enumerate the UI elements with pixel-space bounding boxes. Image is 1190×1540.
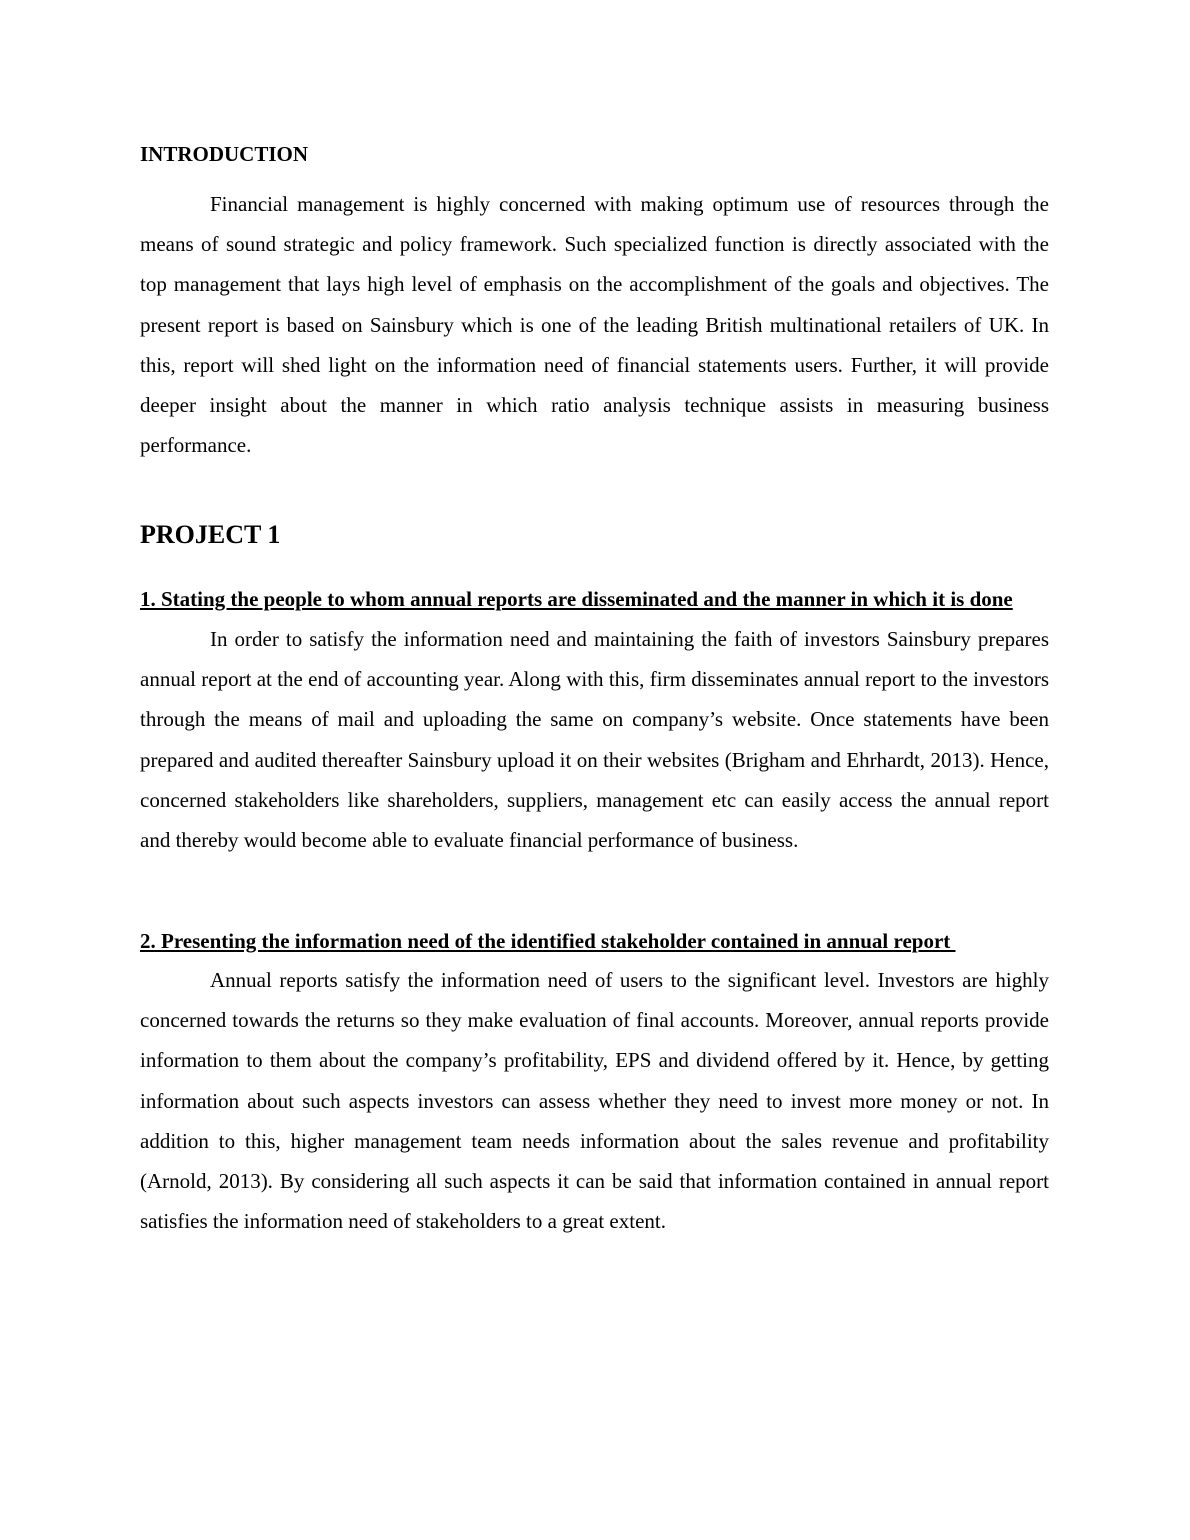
section-1-paragraph: In order to satisfy the information need and maintaining the faith of investors Sainsbury prepares annual report at the end of accounting year. Along with this, firm disseminates annual report to the investors through the means of mail and uploading the same on company’s website. Once statements have been prepared and audited thereafter Sainsbury upload it on their websites (Brigham and Ehrhardt, 2013). Hence, concerned stakeholders like shareholders, suppliers, management etc can easily access the annual report and thereby would become able to evaluate financial performance of business. (140, 627, 1049, 853)
project-heading: PROJECT 1 (140, 520, 281, 549)
introduction-heading: INTRODUCTION (140, 142, 309, 166)
section-2-heading: 2. Presenting the information need of the identified stakeholder contained in annual report (140, 929, 956, 953)
introduction-paragraph: Financial management is highly concerned with making optimum use of resources through the means of sound strategic and policy framework. Such specialized function is directly associated with the top management that lays high level of emphasis on the accomplishment of the goals and objectives. The present report is based on Sainsbury which is one of the leading British multinational retailers of UK. In this, report will shed light on the information need of financial statements users. Further, it will provide deeper insight about the manner in which ratio analysis technique assists in measuring business performance. (140, 192, 1049, 458)
section-1-heading: 1. Stating the people to whom annual reports are disseminated and the manner in which it is done (140, 587, 1013, 611)
section-2-paragraph: Annual reports satisfy the information need of users to the significant level. Investors are highly concerned towards the returns so they make evaluation of final accounts. Moreover, annual reports provide information to them about the company’s profitability, EPS and dividend offered by it. Hence, by getting information about such aspects investors can assess whether they need to invest more money or not. In addition to this, higher management team needs information about the sales revenue and profitability (Arnold, 2013). By considering all such aspects it can be said that information contained in annual report satisfies the information need of stakeholders to a great extent. (140, 968, 1049, 1234)
